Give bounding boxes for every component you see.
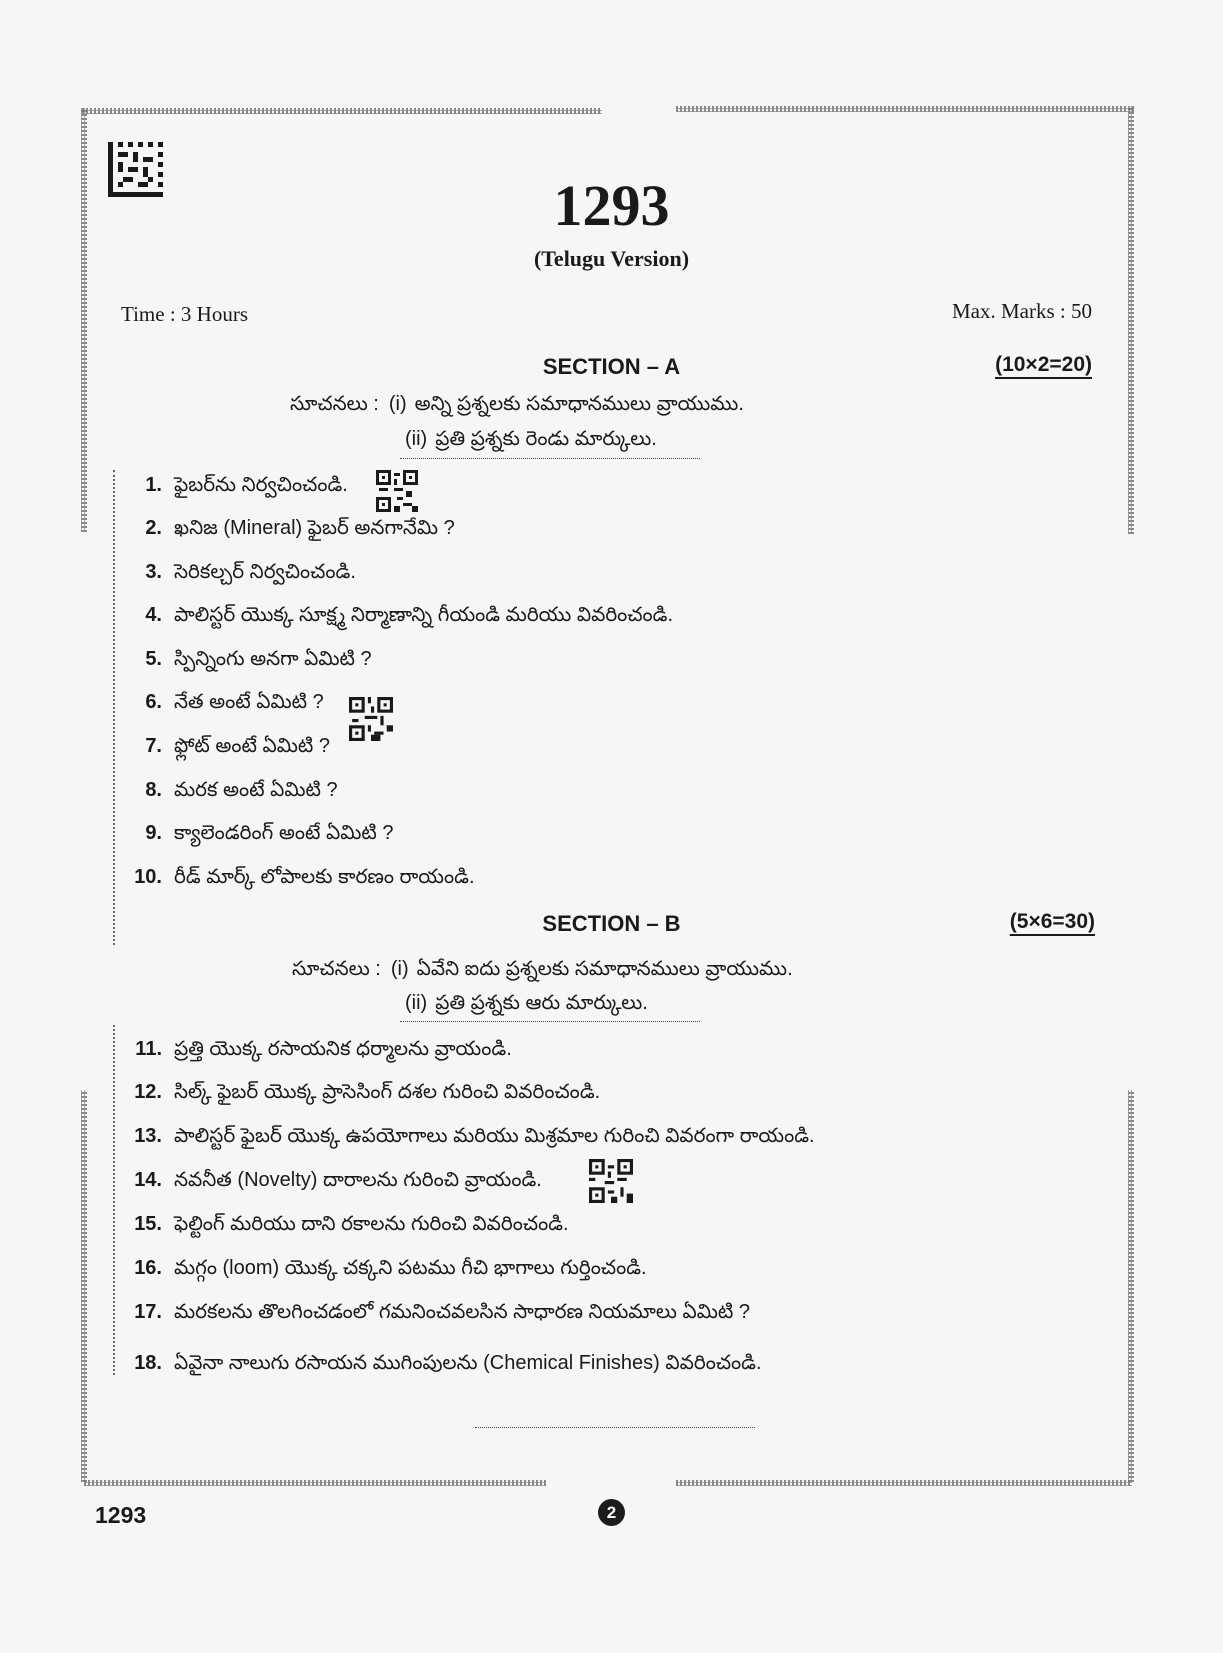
frame-top-left: [82, 108, 602, 114]
question-item: [126, 822, 393, 849]
question-number: 7.: [145, 735, 162, 757]
question-number: 4.: [145, 604, 162, 626]
question-item: [126, 691, 324, 718]
question-number: 16.: [134, 1257, 162, 1279]
instruction-index: (i): [390, 958, 409, 980]
question-number: 17.: [134, 1301, 162, 1323]
instruction-text: అన్ని ప్రశ్నలకు సమాధానములు వ్రాయుము.: [414, 393, 744, 415]
question-item: [126, 1081, 600, 1108]
question-number: 15.: [134, 1213, 162, 1235]
question-number: 3.: [145, 561, 162, 583]
paper-version: (Telugu Version): [533, 246, 690, 271]
footer-paper-code: 1293: [95, 1502, 147, 1528]
question-number: 10.: [134, 866, 162, 888]
section-a-heading: SECTION – A: [542, 354, 681, 379]
question-item: [126, 604, 673, 631]
frame-right-upper: [1128, 106, 1134, 534]
qr-code-icon: [376, 470, 418, 512]
section-a-margin-line: [113, 470, 115, 945]
question-number: 6.: [145, 691, 162, 713]
question-number: 18.: [134, 1352, 162, 1374]
question-item: [126, 648, 372, 675]
question-number: 11.: [135, 1038, 162, 1060]
question-text: ఫైబర్‌ను నిర్వచించండి.: [174, 474, 348, 496]
question-item: [126, 474, 348, 501]
max-marks: Max. Marks : 50: [952, 299, 1092, 323]
question-item: [126, 517, 455, 544]
question-text: ఖనిజ (Mineral) ఫైబర్ అనగానేమి ?: [174, 517, 455, 539]
question-item: [126, 561, 356, 588]
question-text: నేత అంటే ఏమిటి ?: [174, 691, 324, 713]
section-b-marks: (5×6=30): [1009, 910, 1095, 933]
question-text: పాలిస్టర్ ఫైబర్ యొక్క ఉపయోగాలు మరియు మిశ్రమాల గురించి వివరంగా రాయండి.: [174, 1125, 815, 1147]
question-text: క్యాలెండరింగ్ అంటే ఏమిటి ?: [174, 822, 394, 844]
instruction-text: ఏవేని ఐదు ప్రశ్నలకు సమాధానములు వ్రాయుము.: [416, 958, 793, 980]
instruction-index: (ii): [405, 992, 428, 1014]
question-number: 2.: [145, 517, 162, 539]
question-text: సెరికల్చర్ నిర్వచించండి.: [174, 561, 356, 583]
question-text: ప్రత్తి యొక్క రసాయనిక ధర్మాలను వ్రాయండి.: [174, 1038, 512, 1060]
section-b-instruction-2: [405, 992, 648, 1019]
question-text: నవనీత (Novelty) దారాలను గురించి వ్రాయండి.: [174, 1169, 542, 1191]
question-item: [126, 866, 475, 893]
instruction-text: ప్రతి ప్రశ్నకు రెండు మార్కులు.: [435, 428, 657, 450]
question-text: ఫ్లోట్ అంటే ఏమిటి ?: [174, 735, 330, 757]
question-text: ఏవైనా నాలుగు రసాయన ముగింపులను (Chemical Finishes) వివరించండి.: [174, 1352, 762, 1374]
question-number: 12.: [134, 1081, 162, 1103]
qr-code-icon: [589, 1159, 633, 1203]
instruction-index: (ii): [405, 428, 428, 450]
section-a-instruction-1: [290, 393, 744, 420]
instruction-underline: [400, 458, 700, 459]
frame-bottom-right: [676, 1480, 1132, 1486]
section-a-instruction-2: [405, 428, 657, 455]
question-text: మరక అంటే ఏమిటి ?: [174, 779, 338, 801]
question-number: 14.: [134, 1169, 162, 1191]
question-item: [126, 1038, 512, 1065]
question-number: 5.: [145, 648, 162, 670]
paper-code-title: 1293: [553, 173, 670, 238]
frame-left-lower: [81, 1090, 87, 1482]
question-item: [126, 1352, 762, 1379]
question-number: 8.: [145, 779, 162, 801]
section-b-margin-line: [113, 1025, 115, 1375]
question-item: [126, 1213, 569, 1240]
question-item: [126, 1125, 815, 1152]
question-number: 1.: [145, 474, 162, 496]
instructions-label: సూచనలు :: [290, 393, 379, 415]
question-item: [126, 735, 330, 762]
question-item: [126, 1301, 750, 1328]
frame-bottom-left: [84, 1480, 546, 1486]
section-b-instruction-1: [292, 958, 793, 985]
question-text: మగ్గం (loom) యొక్క చక్కని పటము గీచి భాగాలు గుర్తించండి.: [174, 1257, 647, 1279]
question-text: పాలిస్టర్ యొక్క సూక్ష్మ నిర్మాణాన్ని గీయండి మరియు వివరించండి.: [174, 604, 674, 626]
question-text: స్పిన్నింగు అనగా ఏమిటి ?: [174, 648, 372, 670]
question-number: 13.: [134, 1125, 162, 1147]
instruction-index: (i): [388, 393, 407, 415]
question-number: 9.: [145, 822, 162, 844]
instructions-label: సూచనలు :: [292, 958, 381, 980]
qr-code-icon: [349, 697, 393, 741]
question-text: మరకలను తొలగించడంలో గమనించవలసిన సాధారణ నియమాలు ఏమిటి ?: [174, 1301, 751, 1323]
page-number-badge: 2: [598, 1499, 625, 1526]
end-of-paper-line: [475, 1427, 755, 1428]
frame-right-lower: [1128, 1090, 1134, 1482]
section-b-heading: SECTION – B: [542, 911, 681, 936]
question-text: ఫెల్టింగ్ మరియు దాని రకాలను గురించి వివరించండి.: [174, 1213, 569, 1235]
time-allowed: Time : 3 Hours: [121, 302, 248, 326]
question-item: [126, 1257, 647, 1284]
section-a-marks: (10×2=20): [995, 353, 1092, 376]
instruction-underline: [400, 1021, 700, 1022]
question-item: [126, 1169, 542, 1196]
question-text: రీడ్ మార్క్ లోపాలకు కారణం రాయండి.: [174, 866, 475, 888]
question-item: [126, 779, 338, 806]
instruction-text: ప్రతి ప్రశ్నకు ఆరు మార్కులు.: [435, 992, 648, 1014]
question-text: సిల్క్ ఫైబర్ యొక్క ప్రాసెసింగ్ దశల గురించి వివరించండి.: [174, 1081, 601, 1103]
frame-top-right: [676, 106, 1134, 112]
